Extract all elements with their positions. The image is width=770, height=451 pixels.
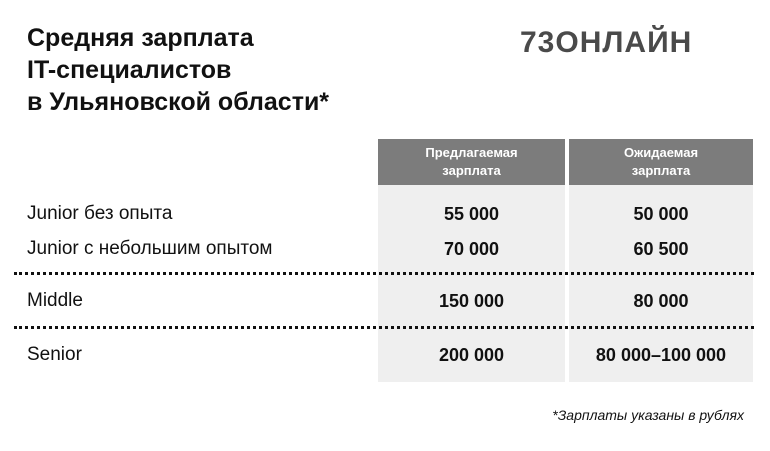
offered-header-line-2: зарплата — [442, 163, 501, 178]
offered-value-middle: 150 000 — [438, 291, 505, 311]
page-title — [27, 22, 427, 118]
expected-value-junior-some-experience: 60 500 — [633, 239, 689, 259]
expected-salary-header — [569, 139, 753, 185]
brand-logo: 73ОНЛАЙН — [520, 26, 693, 59]
offered-header-line-1: Предлагаемая — [425, 145, 518, 160]
row-label-junior-some-experience: Junior с небольшим опытом — [27, 238, 273, 259]
row-label-senior: Senior — [27, 344, 82, 365]
title-line-3: в Ульяновской области* — [27, 88, 330, 116]
expected-header-line-1: Ожидаемая — [623, 145, 699, 160]
title-line-2: IT-специалистов — [27, 56, 232, 84]
offered-value-junior-no-experience: 55 000 — [443, 204, 500, 224]
expected-header-line-2: зарплата — [631, 163, 691, 178]
row-label-middle: Middle — [27, 290, 83, 311]
title-line-1: Средняя зарплата — [27, 24, 254, 52]
row-label-junior-no-experience: Junior без опыта — [27, 203, 173, 224]
expected-value-middle: 80 000 — [633, 291, 689, 311]
row-separator — [14, 272, 754, 275]
expected-value-senior: 80 000–100 000 — [595, 345, 727, 365]
footnote: *Зарплаты указаны в рублях — [552, 407, 744, 423]
offered-value-senior: 200 000 — [438, 345, 505, 365]
row-separator — [14, 326, 754, 329]
offered-salary-header — [378, 139, 565, 185]
expected-value-junior-no-experience: 50 000 — [633, 204, 689, 224]
offered-value-junior-some-experience: 70 000 — [443, 239, 500, 259]
